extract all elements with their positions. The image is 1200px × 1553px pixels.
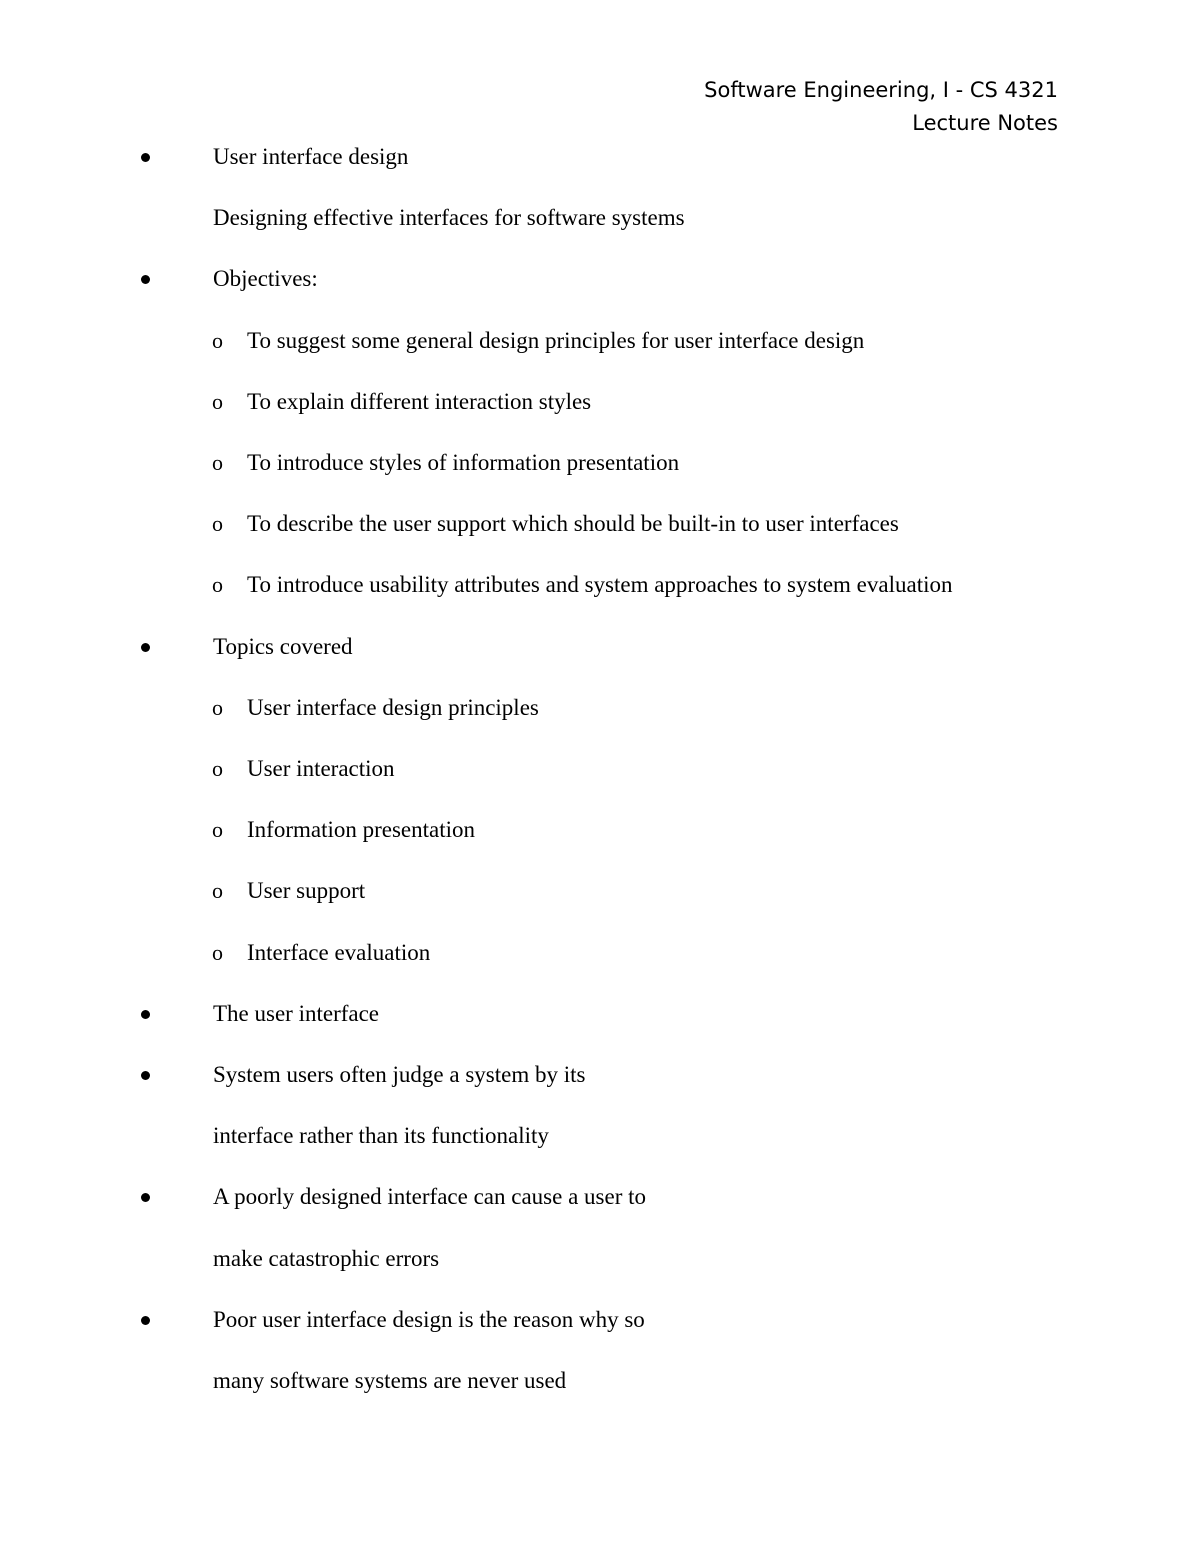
sub-list-item bbox=[0, 871, 1200, 911]
bullet-list-item bbox=[0, 994, 1200, 1034]
list-item-continuation bbox=[0, 1116, 1200, 1156]
bullet-icon bbox=[141, 1010, 150, 1019]
sub-list-item bbox=[0, 810, 1200, 850]
sub-bullet-icon: o bbox=[212, 511, 223, 536]
document-header-course: Software Engineering, I - CS 4321 bbox=[704, 78, 1058, 102]
sub-bullet-icon: o bbox=[212, 450, 223, 475]
list-item-text: Poor user interface design is the reason why so bbox=[213, 1307, 645, 1332]
list-item-text: System users often judge a system by its bbox=[213, 1062, 586, 1087]
bullet-icon bbox=[141, 153, 150, 162]
sub-list-item bbox=[0, 443, 1200, 483]
sub-list-item bbox=[0, 321, 1200, 361]
list-item-text: make catastrophic errors bbox=[213, 1246, 440, 1271]
list-item-text: To explain different interaction styles bbox=[247, 389, 592, 414]
sub-bullet-icon: o bbox=[212, 940, 223, 965]
list-item-continuation bbox=[0, 1361, 1200, 1401]
bullet-icon bbox=[141, 643, 150, 652]
list-item-text: Interface evaluation bbox=[247, 940, 431, 965]
list-item-text: Designing effective interfaces for software systems bbox=[213, 205, 685, 230]
sub-list-item bbox=[0, 565, 1200, 605]
bullet-icon bbox=[141, 1071, 150, 1080]
sub-bullet-icon: o bbox=[212, 572, 223, 597]
sub-bullet-icon: o bbox=[212, 878, 223, 903]
bullet-list-item bbox=[0, 1055, 1200, 1095]
list-item-text: To introduce usability attributes and system approaches to system evaluation bbox=[247, 572, 953, 597]
sub-list-item bbox=[0, 933, 1200, 973]
sub-list-item bbox=[0, 688, 1200, 728]
list-item-continuation bbox=[0, 198, 1200, 238]
bullet-list-item bbox=[0, 1300, 1200, 1340]
list-item-text: The user interface bbox=[213, 1001, 380, 1026]
list-item-text: interface rather than its functionality bbox=[213, 1123, 549, 1148]
list-item-text: User support bbox=[247, 878, 366, 903]
list-item-text: many software systems are never used bbox=[213, 1368, 567, 1393]
list-item-text: User interface design principles bbox=[247, 695, 539, 720]
bullet-list-item bbox=[0, 627, 1200, 667]
sub-list-item bbox=[0, 749, 1200, 789]
bullet-icon bbox=[141, 275, 150, 284]
sub-bullet-icon: o bbox=[212, 328, 223, 353]
bullet-icon bbox=[141, 1193, 150, 1202]
list-item-text: Objectives: bbox=[213, 266, 318, 291]
sub-list-item bbox=[0, 382, 1200, 422]
bullet-icon bbox=[141, 1316, 150, 1325]
list-item-text: To introduce styles of information presentation bbox=[247, 450, 680, 475]
sub-bullet-icon: o bbox=[212, 817, 223, 842]
sub-bullet-icon: o bbox=[212, 695, 223, 720]
sub-bullet-icon: o bbox=[212, 389, 223, 414]
document-header-subtitle: Lecture Notes bbox=[912, 111, 1058, 135]
list-item-continuation bbox=[0, 1239, 1200, 1279]
list-item-text: To describe the user support which should be built-in to user interfaces bbox=[247, 511, 899, 536]
list-item-text: User interface design bbox=[213, 144, 409, 169]
list-item-text: User interaction bbox=[247, 756, 395, 781]
sub-bullet-icon: o bbox=[212, 756, 223, 781]
list-item-text: Information presentation bbox=[247, 817, 476, 842]
list-item-text: To suggest some general design principles for user interface design bbox=[247, 328, 865, 353]
bullet-list-item bbox=[0, 137, 1200, 177]
list-item-text: Topics covered bbox=[213, 634, 353, 659]
bullet-list-item bbox=[0, 259, 1200, 299]
list-item-text: A poorly designed interface can cause a user to bbox=[213, 1184, 646, 1209]
sub-list-item bbox=[0, 504, 1200, 544]
bullet-list-item bbox=[0, 1177, 1200, 1217]
